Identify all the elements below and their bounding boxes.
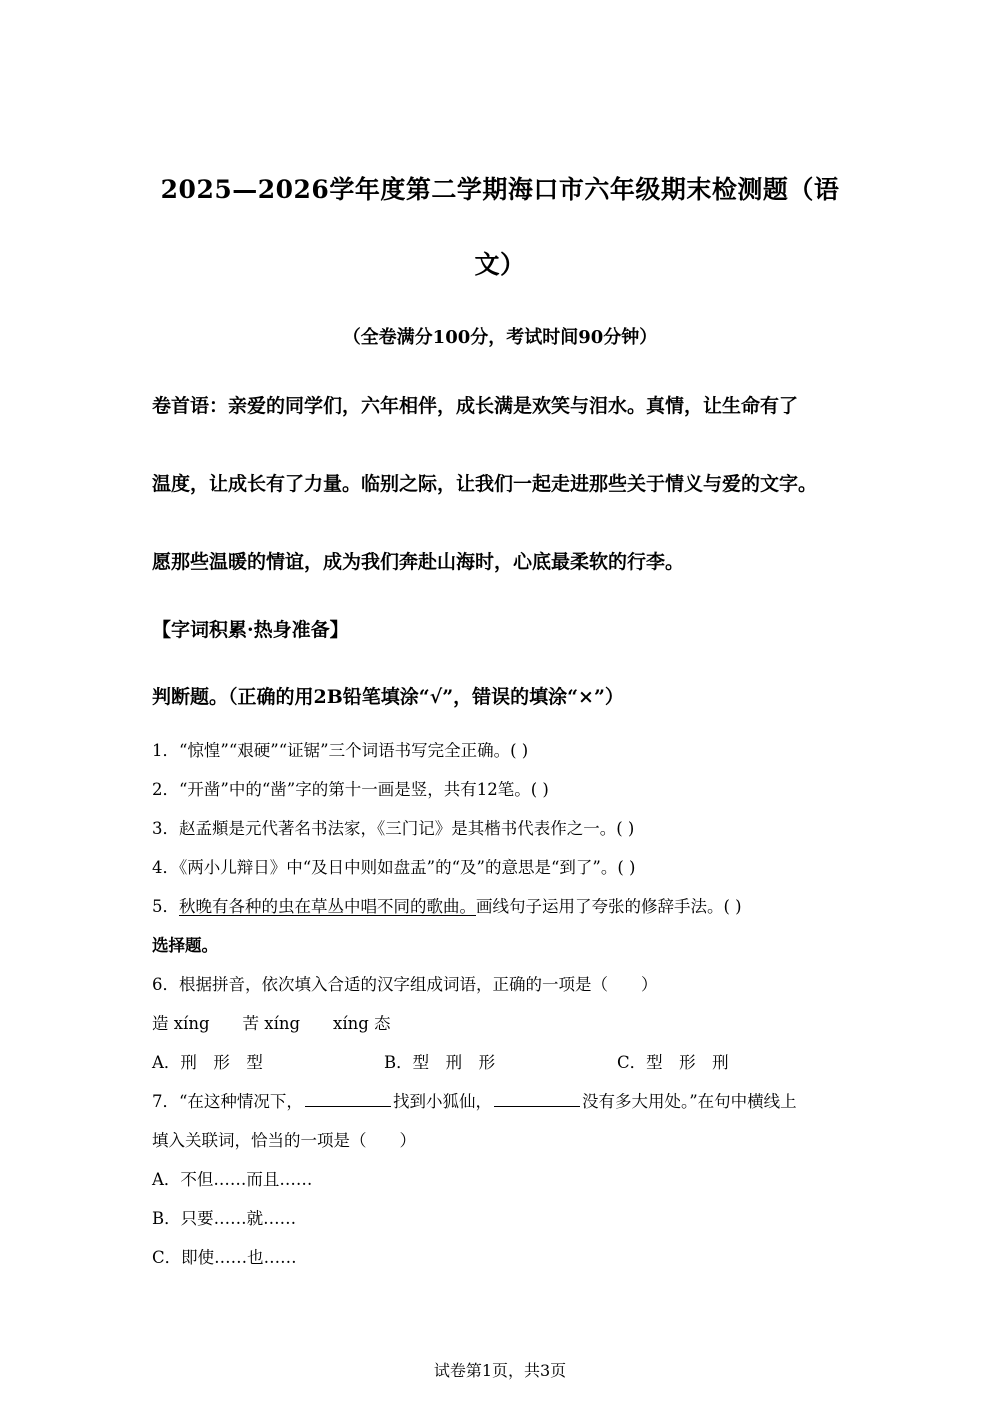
question-7-option-c: C．即使……也……: [152, 1248, 297, 1267]
page-footer: 试卷第1页，共3页: [433, 1361, 567, 1380]
question-5-underlined-sentence: 秋晚有各种的虫在草丛中唱不同的歌曲。: [179, 897, 476, 916]
question-7-part-3: 没有多大用处。”在句中横线上: [581, 1092, 797, 1111]
question-6-stem: 6．根据拼音，依次填入合适的汉字组成词语，正确的一项是（ ）: [152, 975, 658, 994]
question-1: 1．“惊惶”“艰硬”“证锯”三个词语书写完全正确。( ): [152, 741, 529, 760]
question-7-blank-2: [494, 1092, 580, 1107]
question-5-number: 5．: [152, 897, 179, 916]
question-7-line-1: [152, 1088, 797, 1112]
question-4: 4．《两小儿辩日》中“及日中则如盘盂”的“及”的意思是“到了”。( ): [152, 858, 636, 877]
preface-line-1: 卷首语：亲爱的同学们，六年相伴，成长满是欢笑与泪水。真情，让生命有了: [152, 395, 799, 417]
question-6-option-b: B．型 刑 形: [384, 1053, 496, 1072]
choice-heading: 选择题。: [152, 936, 218, 955]
question-6-option-a: A．刑 形 型: [152, 1053, 263, 1072]
question-7-line-2: 填入关联词，恰当的一项是（ ）: [152, 1131, 416, 1150]
question-6-option-c: C．型 形 刑: [617, 1053, 729, 1072]
section-heading: 【字词积累·热身准备】: [152, 619, 349, 641]
question-7-option-b: B．只要……就……: [152, 1209, 297, 1228]
question-2: 2．“开凿”中的“凿”字的第十一画是竖，共有12笔。( ): [152, 780, 549, 799]
question-7-option-a: A．不但……而且……: [152, 1170, 313, 1189]
page-title-line-2: 文）: [474, 250, 526, 279]
question-7-part-1: 7．“在这种情况下，: [152, 1092, 303, 1111]
question-5-rest: 画线句子运用了夸张的修辞手法。( ): [476, 897, 742, 916]
page-title-line-1: 2025—2026学年度第二学期海口市六年级期末检测题（语: [160, 175, 840, 204]
judge-heading: 判断题。（正确的用2B铅笔填涂“√”，错误的填涂“×”）: [152, 686, 624, 708]
question-7-blank-1: [305, 1092, 391, 1107]
question-3: 3．赵孟頫是元代著名书法家，《三门记》是其楷书代表作之一。( ): [152, 819, 635, 838]
question-5: [152, 893, 742, 917]
exam-info: （全卷满分100分，考试时间90分钟）: [342, 327, 658, 348]
preface-line-3: 愿那些温暖的情谊，成为我们奔赴山海时，心底最柔软的行李。: [152, 551, 685, 573]
preface-line-2: 温度，让成长有了力量。临别之际，让我们一起走进那些关于情义与爱的文字。: [152, 473, 818, 495]
question-7-part-2: 找到小狐仙，: [392, 1092, 492, 1111]
question-6-pinyin: 造 xíng 苦 xíng xíng 态: [152, 1014, 391, 1033]
